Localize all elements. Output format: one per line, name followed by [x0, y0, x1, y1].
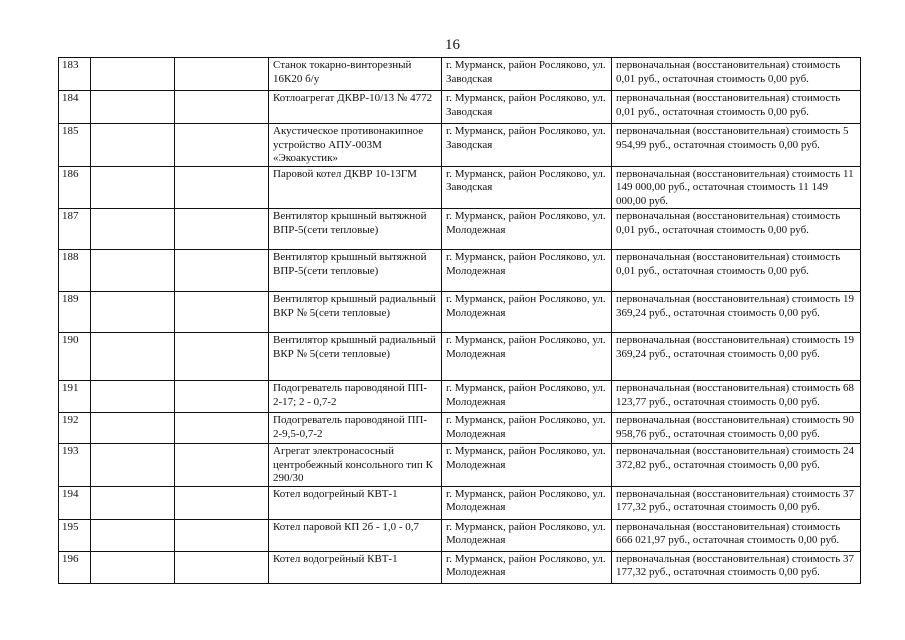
- item-name: Вентилятор крышный вытяжной ВПР-5(сети тепловые): [269, 250, 442, 292]
- row-number: 191: [59, 381, 91, 413]
- item-address: г. Мурманск, район Росляково, ул. Молодежная: [442, 444, 612, 487]
- empty-cell: [175, 333, 269, 381]
- row-number: 187: [59, 209, 91, 250]
- item-cost: первоначальная (восстановительная) стоимость 0,01 руб., остаточная стоимость 0,00 руб.: [612, 91, 861, 124]
- item-name: Подогреватель пароводяной ПП- 2-17; 2 - 0,7-2: [269, 381, 442, 413]
- empty-cell: [175, 250, 269, 292]
- item-address: г. Мурманск, район Росляково, ул. Молодежная: [442, 519, 612, 551]
- item-cost: первоначальная (восстановительная) стоимость 37 177,32 руб., остаточная стоимость 0,00 руб.: [612, 486, 861, 519]
- item-name: Акустическое противонакипное устройство АПУ-003М «Экоакустик»: [269, 124, 442, 167]
- empty-cell: [175, 91, 269, 124]
- item-name: Вентилятор крышный вытяжной ВПР-5(сети тепловые): [269, 209, 442, 250]
- row-number: 184: [59, 91, 91, 124]
- row-number: 190: [59, 333, 91, 381]
- empty-cell: [91, 333, 175, 381]
- empty-cell: [175, 519, 269, 551]
- property-register-table: [58, 57, 861, 584]
- table-row: [59, 333, 861, 381]
- row-number: 189: [59, 292, 91, 333]
- item-name: Котлоагрегат ДКВР-10/13 № 4772: [269, 91, 442, 124]
- item-address: г. Мурманск, район Росляково, ул. Молодежная: [442, 551, 612, 583]
- item-name: Котел водогрейный КВТ-1: [269, 486, 442, 519]
- table-row: [59, 166, 861, 209]
- item-address: г. Мурманск, район Росляково, ул. Заводская: [442, 124, 612, 167]
- item-cost: первоначальная (восстановительная) стоимость 0,01 руб., остаточная стоимость 0,00 руб.: [612, 209, 861, 250]
- table-row: [59, 292, 861, 333]
- item-cost: первоначальная (восстановительная) стоимость 24 372,82 руб., остаточная стоимость 0,00 руб.: [612, 444, 861, 487]
- item-address: г. Мурманск, район Росляково, ул. Заводская: [442, 58, 612, 91]
- item-address: г. Мурманск, район Росляково, ул. Молодежная: [442, 381, 612, 413]
- item-name: Паровой котел ДКВР 10-13ГМ: [269, 166, 442, 209]
- item-name: Подогреватель пароводяной ПП- 2-9,5-0,7-2: [269, 413, 442, 444]
- item-address: г. Мурманск, район Росляково, ул. Заводская: [442, 91, 612, 124]
- item-name: Вентилятор крышный радиальный ВКР № 5(сети тепловые): [269, 292, 442, 333]
- empty-cell: [91, 58, 175, 91]
- empty-cell: [175, 444, 269, 487]
- item-cost: первоначальная (восстановительная) стоимость 19 369,24 руб., остаточная стоимость 0,00 руб.: [612, 292, 861, 333]
- table-row: [59, 413, 861, 444]
- table-row: [59, 124, 861, 167]
- empty-cell: [175, 166, 269, 209]
- row-number: 195: [59, 519, 91, 551]
- empty-cell: [91, 250, 175, 292]
- empty-cell: [91, 486, 175, 519]
- table-row: [59, 250, 861, 292]
- item-address: г. Мурманск, район Росляково, ул. Молодежная: [442, 292, 612, 333]
- empty-cell: [91, 444, 175, 487]
- item-address: г. Мурманск, район Росляково, ул. Заводская: [442, 166, 612, 209]
- table-row: [59, 444, 861, 487]
- row-number: 193: [59, 444, 91, 487]
- item-cost: первоначальная (восстановительная) стоимость 68 123,77 руб., остаточная стоимость 0,00 руб.: [612, 381, 861, 413]
- item-name: Котел паровой КП 2б - 1,0 - 0,7: [269, 519, 442, 551]
- empty-cell: [91, 124, 175, 167]
- item-name: Станок токарно-винторезный 16К20 б/у: [269, 58, 442, 91]
- item-cost: первоначальная (восстановительная) стоимость 5 954,99 руб., остаточная стоимость 0,00 руб.: [612, 124, 861, 167]
- item-address: г. Мурманск, район Росляково, ул. Молодежная: [442, 333, 612, 381]
- item-cost: первоначальная (восстановительная) стоимость 90 958,76 руб., остаточная стоимость 0,00 руб.: [612, 413, 861, 444]
- empty-cell: [175, 58, 269, 91]
- table-row: [59, 209, 861, 250]
- table-row: [59, 91, 861, 124]
- item-address: г. Мурманск, район Росляково, ул. Молодежная: [442, 486, 612, 519]
- item-name: Котел водогрейный КВТ-1: [269, 551, 442, 583]
- item-cost: первоначальная (восстановительная) стоимость 0,01 руб., остаточная стоимость 0,00 руб.: [612, 250, 861, 292]
- row-number: 183: [59, 58, 91, 91]
- empty-cell: [91, 209, 175, 250]
- row-number: 196: [59, 551, 91, 583]
- row-number: 188: [59, 250, 91, 292]
- empty-cell: [175, 292, 269, 333]
- row-number: 194: [59, 486, 91, 519]
- item-name: Агрегат электронасосный центробежный консольного тип К 290/30: [269, 444, 442, 487]
- empty-cell: [91, 166, 175, 209]
- empty-cell: [91, 413, 175, 444]
- table-row: [59, 381, 861, 413]
- empty-cell: [175, 381, 269, 413]
- row-number: 185: [59, 124, 91, 167]
- item-address: г. Мурманск, район Росляково, ул. Молодежная: [442, 209, 612, 250]
- empty-cell: [175, 124, 269, 167]
- item-cost: первоначальная (восстановительная) стоимость 666 021,97 руб., остаточная стоимость 0,00 руб.: [612, 519, 861, 551]
- table-row: [59, 58, 861, 91]
- row-number: 192: [59, 413, 91, 444]
- empty-cell: [175, 413, 269, 444]
- table-row: [59, 551, 861, 583]
- empty-cell: [91, 292, 175, 333]
- item-cost: первоначальная (восстановительная) стоимость 19 369,24 руб., остаточная стоимость 0,00 руб.: [612, 333, 861, 381]
- empty-cell: [175, 551, 269, 583]
- table-row: [59, 486, 861, 519]
- page-number: 16: [445, 37, 460, 53]
- empty-cell: [175, 486, 269, 519]
- empty-cell: [91, 551, 175, 583]
- item-cost: первоначальная (восстановительная) стоимость 0,01 руб., остаточная стоимость 0,00 руб.: [612, 58, 861, 91]
- empty-cell: [91, 381, 175, 413]
- item-address: г. Мурманск, район Росляково, ул. Молодежная: [442, 250, 612, 292]
- row-number: 186: [59, 166, 91, 209]
- item-cost: первоначальная (восстановительная) стоимость 37 177,32 руб., остаточная стоимость 0,00 руб.: [612, 551, 861, 583]
- item-address: г. Мурманск, район Росляково, ул. Молодежная: [442, 413, 612, 444]
- table-row: [59, 519, 861, 551]
- empty-cell: [175, 209, 269, 250]
- empty-cell: [91, 519, 175, 551]
- empty-cell: [91, 91, 175, 124]
- item-cost: первоначальная (восстановительная) стоимость 11 149 000,00 руб., остаточная стоимость 11 149 000,00 руб.: [612, 166, 861, 209]
- item-name: Вентилятор крышный радиальный ВКР № 5(сети тепловые): [269, 333, 442, 381]
